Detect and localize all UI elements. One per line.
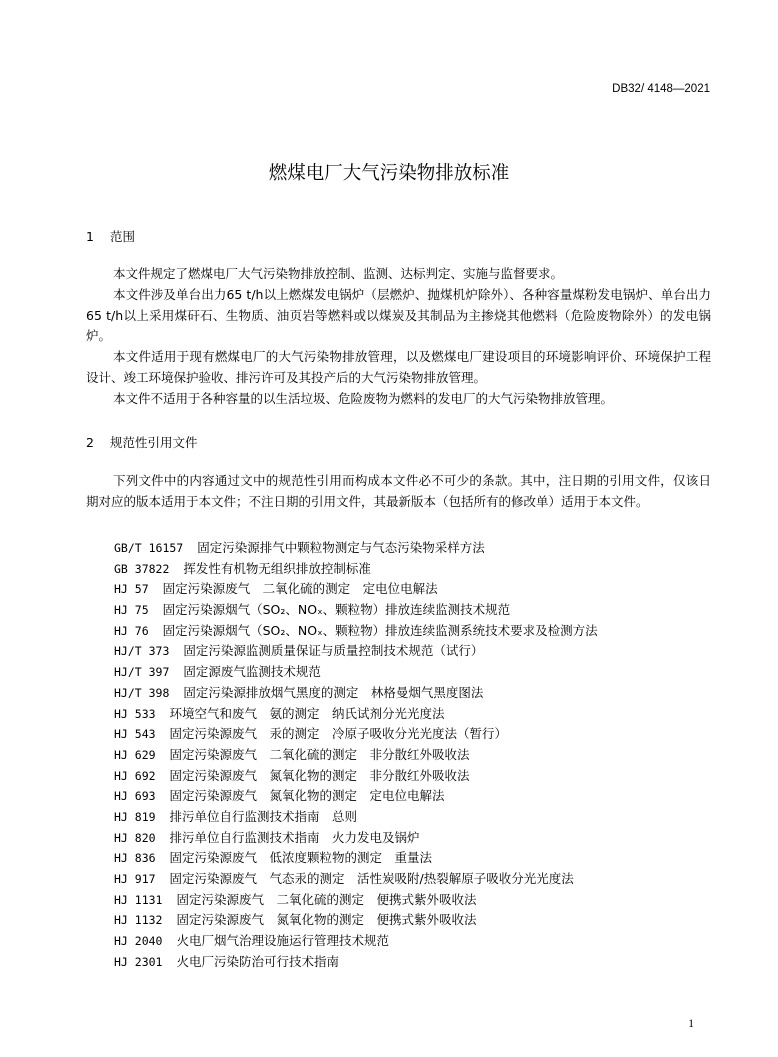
- reference-code: HJ 543: [114, 727, 156, 742]
- reference-title: 火电厂污染防治可行技术指南: [176, 953, 339, 969]
- reference-code: GB 37822: [114, 561, 170, 576]
- reference-item: [114, 807, 598, 828]
- reference-code: HJ 820: [114, 830, 156, 845]
- reference-title: 固定污染源废气 氮氧化物的测定 非分散红外吸收法: [169, 767, 470, 783]
- scope-paragraph-4: 本文件不适用于各种容量的以生活垃圾、危险废物为燃料的发电厂的大气污染物排放管理。: [113, 391, 614, 406]
- reference-item: [114, 848, 598, 869]
- section-heading-normative-references: [86, 433, 198, 451]
- reference-item: [114, 579, 598, 600]
- reference-title: 固定污染源废气 低浓度颗粒物的测定 重量法: [169, 850, 433, 866]
- reference-title: 固定污染源监测质量保证与质量控制技术规范（试行）: [183, 643, 484, 659]
- section-heading-scope: [86, 227, 135, 245]
- reference-code: HJ 75: [114, 603, 149, 618]
- reference-code: HJ/T 398: [114, 685, 170, 700]
- reference-title: 排污单位自行监测技术指南 火力发电及锅炉: [169, 829, 420, 845]
- page-number: 1: [688, 1018, 694, 1030]
- reference-item: [114, 559, 598, 580]
- reference-item: [114, 890, 598, 911]
- reference-title: 挥发性有机物无组织排放控制标准: [183, 560, 371, 576]
- reference-code: HJ 76: [114, 623, 149, 638]
- reference-code: HJ 836: [114, 851, 156, 866]
- reference-item: [114, 538, 598, 559]
- reference-code: HJ/T 373: [114, 644, 170, 659]
- reference-item: [114, 662, 598, 683]
- reference-title: 固定污染源烟气（SO₂、NOₓ、颗粒物）排放连续监测技术规范: [162, 602, 511, 618]
- reference-code: HJ 2040: [114, 934, 163, 949]
- reference-item: [114, 766, 598, 787]
- reference-item: [114, 910, 598, 931]
- reference-code: GB/T 16157: [114, 541, 184, 555]
- document-title: 燃煤电厂大气污染物排放标准: [268, 163, 510, 184]
- reference-title: 固定污染源废气 二氧化硫的测定 定电位电解法: [162, 581, 438, 597]
- section-title: 范围: [110, 229, 136, 244]
- reference-code: HJ/T 397: [114, 665, 170, 680]
- reference-title: 固定污染源废气 氮氧化物的测定 便携式紫外吸收法: [176, 912, 477, 928]
- reference-title: 固定污染源废气 汞的测定 冷原子吸收分光光度法（暂行）: [169, 726, 508, 742]
- reference-title: 固定污染源废气 二氧化硫的测定 便携式紫外吸收法: [176, 891, 477, 907]
- reference-title: 排污单位自行监测技术指南 总则: [169, 808, 358, 824]
- reference-item: [114, 869, 598, 890]
- reference-code: HJ 2301: [114, 954, 163, 969]
- reference-item: [114, 600, 598, 621]
- reference-list: [114, 538, 598, 972]
- document-number: DB32/ 4148—2021: [612, 83, 710, 95]
- reference-title: 固定污染源废气 气态汞的测定 活性炭吸附/热裂解原子吸收分光光度法: [169, 871, 574, 886]
- reference-item: [114, 621, 598, 642]
- reference-title: 固定源废气监测技术规范: [183, 664, 321, 680]
- section-number: 1: [86, 229, 94, 244]
- reference-code: HJ 692: [114, 768, 156, 783]
- reference-code: HJ 1132: [114, 913, 163, 928]
- reference-code: HJ 917: [114, 872, 156, 886]
- reference-item: [114, 724, 598, 745]
- reference-item: [114, 683, 598, 704]
- reference-code: HJ 533: [114, 706, 156, 721]
- reference-code: HJ 629: [114, 747, 156, 762]
- reference-item: [114, 952, 598, 973]
- reference-title: 固定污染源排气中颗粒物测定与气态污染物采样方法: [197, 540, 485, 555]
- reference-code: HJ 693: [114, 789, 156, 804]
- reference-item: [114, 745, 598, 766]
- scope-paragraph-3: 本文件适用于现有燃煤电厂的大气污染物排放管理，以及燃煤电厂建设项目的环境影响评价、环境保护工程设计、竣工环境保护验收、排污许可及其投产后的大气污染物排放管理。: [86, 349, 711, 385]
- reference-item: [114, 828, 598, 849]
- reference-title: 环境空气和废气 氨的测定 纳氏试剂分光光度法: [169, 705, 445, 721]
- reference-title: 固定污染源排放烟气黑度的测定 林格曼烟气黑度图法: [183, 684, 484, 700]
- reference-item: [114, 704, 598, 725]
- reference-title: 固定污染源废气 二氧化硫的测定 非分散红外吸收法: [169, 746, 470, 762]
- reference-item: [114, 641, 598, 662]
- references-intro-paragraph: 下列文件中的内容通过文中的规范性引用而构成本文件必不可少的条款。其中，注日期的引用文件，仅该日期对应的版本适用于本文件；不注日期的引用文件，其最新版本（包括所有的修改单）适用于本文件。: [86, 473, 711, 509]
- reference-title: 固定污染源烟气（SO₂、NOₓ、颗粒物）排放连续监测系统技术要求及检测方法: [162, 622, 598, 638]
- reference-title: 固定污染源废气 氮氧化物的测定 定电位电解法: [169, 788, 445, 804]
- scope-paragraph-1: 本文件规定了燃煤电厂大气污染物排放控制、监测、达标判定、实施与监督要求。: [113, 266, 564, 281]
- section-title: 规范性引用文件: [110, 435, 198, 450]
- reference-code: HJ 819: [114, 809, 156, 824]
- scope-paragraph-2: 本文件涉及单台出力65 t/h以上燃煤发电锅炉（层燃炉、抛煤机炉除外）、各种容量煤粉发电锅炉、单台出力65 t/h以上采用煤矸石、生物质、油页岩等燃料或以煤炭及其制品为主掺烧其他燃料（危险废物除外）的发电锅炉。: [86, 287, 711, 343]
- reference-item: [114, 786, 598, 807]
- section-number: 2: [86, 435, 94, 450]
- reference-code: HJ 1131: [114, 892, 163, 907]
- reference-code: HJ 57: [114, 582, 149, 597]
- reference-title: 火电厂烟气治理设施运行管理技术规范: [176, 933, 389, 949]
- reference-item: [114, 931, 598, 952]
